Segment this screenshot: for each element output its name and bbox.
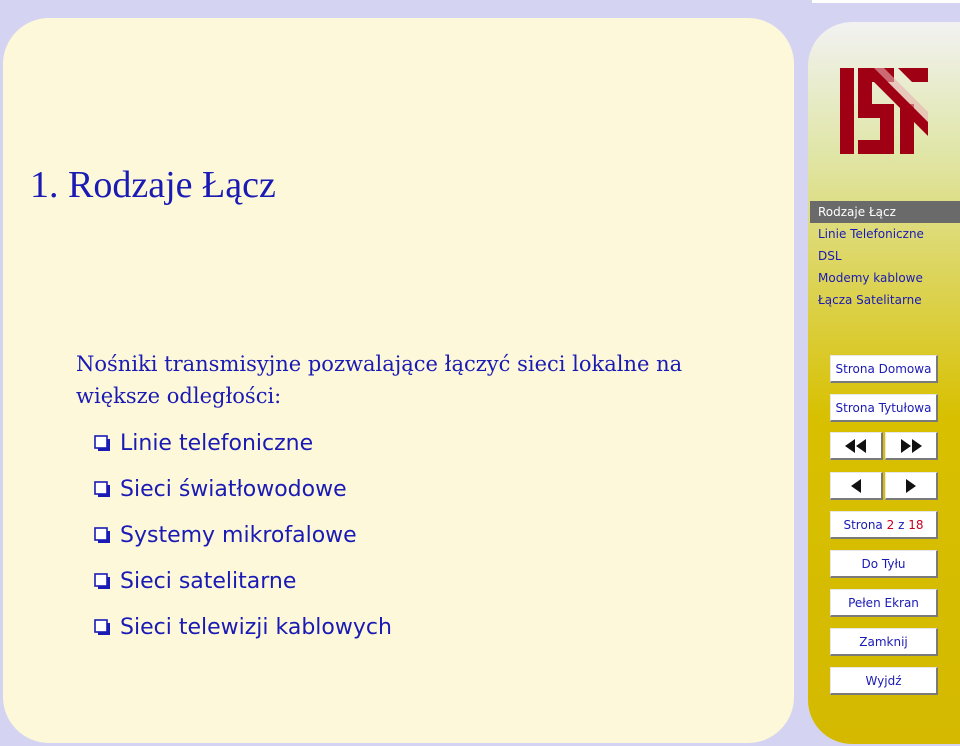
section-nav	[810, 201, 960, 311]
bullet-item	[94, 466, 392, 512]
double-left-arrow-icon	[845, 439, 867, 453]
checkbox-bullet-icon	[94, 573, 110, 589]
left-arrow-icon	[851, 479, 861, 493]
bullet-label: Sieci światłowodowe	[120, 476, 347, 502]
page-total: 18	[908, 517, 924, 532]
bullet-item	[94, 604, 392, 650]
checkbox-bullet-icon	[94, 527, 110, 543]
bullet-item	[94, 420, 392, 466]
fullscreen-button[interactable]: Pełen Ekran	[830, 589, 938, 617]
nav-item-lacza-satelitarne[interactable]: Łącza Satelitarne	[818, 293, 922, 307]
bullet-item	[94, 558, 392, 604]
page-indicator	[830, 511, 938, 539]
nav-item-dsl[interactable]: DSL	[818, 249, 842, 263]
checkbox-bullet-icon	[94, 619, 110, 635]
page-separator: z	[898, 517, 905, 532]
isi-logo	[838, 64, 930, 158]
checkbox-bullet-icon	[94, 481, 110, 497]
right-arrow-icon	[906, 479, 916, 493]
nav-item-modemy-kablowe[interactable]: Modemy kablowe	[818, 271, 923, 285]
page-prefix: Strona	[843, 517, 883, 532]
nav-item-linie-telefoniczne[interactable]: Linie Telefoniczne	[818, 227, 924, 241]
bullet-label: Sieci satelitarne	[120, 568, 297, 594]
close-button[interactable]: Zamknij	[830, 628, 938, 656]
checkbox-bullet-icon	[94, 435, 110, 451]
page-current: 2	[886, 517, 895, 532]
prev-page-button[interactable]	[830, 472, 883, 500]
double-right-arrow-icon	[900, 439, 922, 453]
nav-item-rodzaje-lacz[interactable]: Rodzaje Łącz	[810, 201, 960, 223]
bullet-label: Systemy mikrofalowe	[120, 522, 357, 548]
title-page-button[interactable]: Strona Tytułowa	[830, 394, 938, 422]
quit-button[interactable]: Wyjdź	[830, 667, 938, 695]
back-button[interactable]: Do Tyłu	[830, 550, 938, 578]
next-page-button[interactable]	[885, 472, 938, 500]
first-page-button[interactable]	[830, 432, 883, 460]
top-strip	[812, 0, 960, 3]
bullet-item	[94, 512, 392, 558]
slide-intro: Nośniki transmisyjne pozwalające łączyć sieci lokalne na większe odległości:	[76, 352, 683, 408]
last-page-button[interactable]	[885, 432, 938, 460]
home-button[interactable]: Strona Domowa	[830, 355, 938, 383]
slide-title: 1. Rodzaje Łącz	[30, 164, 276, 206]
bullet-list	[94, 420, 392, 650]
bullet-label: Sieci telewizji kablowych	[120, 614, 392, 640]
bullet-label: Linie telefoniczne	[120, 430, 314, 456]
